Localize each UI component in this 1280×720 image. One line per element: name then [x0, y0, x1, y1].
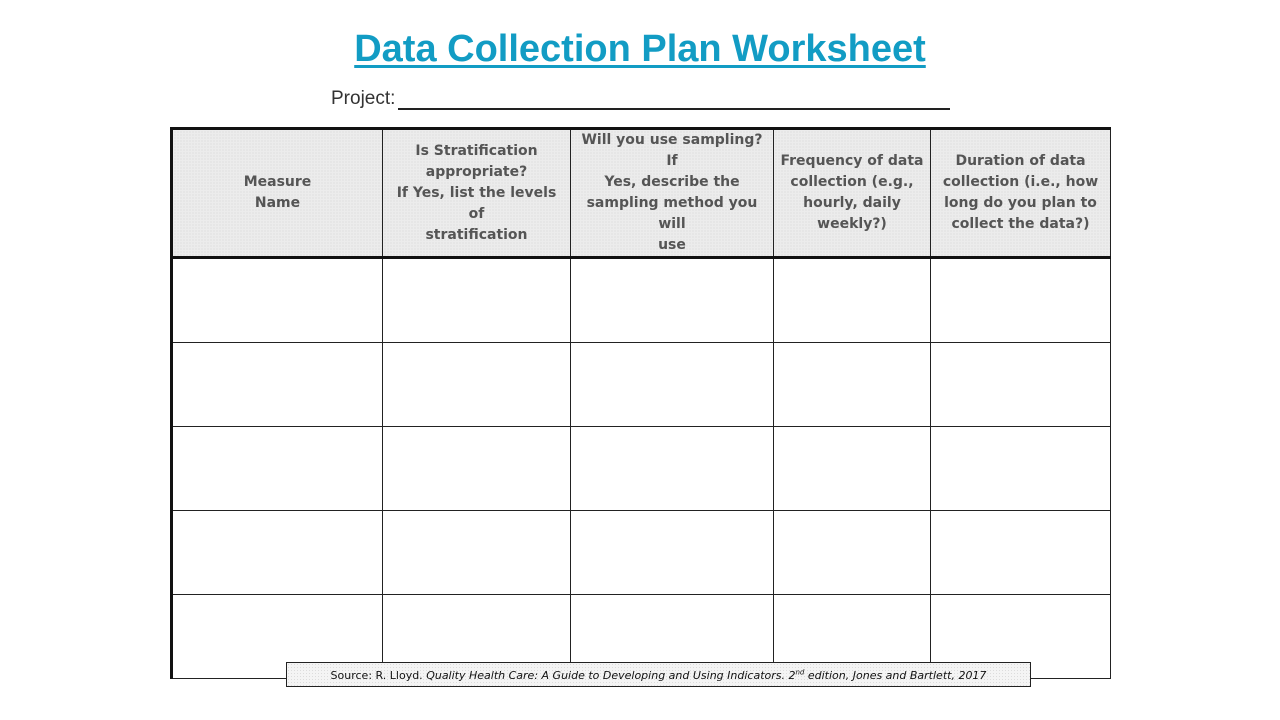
table-cell[interactable]: [774, 343, 931, 427]
project-blank-line[interactable]: [398, 90, 950, 110]
data-collection-table: [170, 127, 1111, 679]
table-cell[interactable]: [774, 427, 931, 511]
book-title: Quality Health Care: A Guide to Developing and Using Indicators. 2nd edition, Jones and Bartlett, 2017: [426, 668, 987, 682]
table-cell[interactable]: [172, 258, 383, 343]
table-row: [172, 511, 1111, 595]
table-cell[interactable]: [383, 343, 571, 427]
table-row: [172, 258, 1111, 343]
project-label: Project:: [331, 88, 396, 109]
table-cell[interactable]: [571, 258, 774, 343]
table-cell[interactable]: [571, 427, 774, 511]
table-cell[interactable]: [774, 258, 931, 343]
table-header-row: [172, 129, 1111, 258]
table-cell[interactable]: [931, 343, 1111, 427]
table-cell[interactable]: [774, 511, 931, 595]
table-cell[interactable]: [172, 343, 383, 427]
table-row: [172, 343, 1111, 427]
table-cell[interactable]: [571, 511, 774, 595]
table-row: [172, 427, 1111, 511]
table-cell[interactable]: [383, 511, 571, 595]
header-measure-name: Measure Name: [172, 129, 383, 258]
header-stratification: Is Stratification appropriate? If Yes, list the levels of stratification: [383, 129, 571, 258]
header-frequency: Frequency of data collection (e.g., hourly, daily weekly?): [774, 129, 931, 258]
table-cell[interactable]: [172, 511, 383, 595]
table-body: [172, 258, 1111, 679]
page-title: Data Collection Plan Worksheet: [354, 28, 926, 70]
header-sampling: Will you use sampling? If Yes, describe the sampling method you will use: [571, 129, 774, 258]
table-cell[interactable]: [383, 427, 571, 511]
table-cell[interactable]: [383, 258, 571, 343]
table-cell[interactable]: [172, 427, 383, 511]
table-cell[interactable]: [931, 258, 1111, 343]
source-citation: Source: R. Lloyd. Quality Health Care: A Guide to Developing and Using Indicators. 2nd edition, Jones and Bartlett, 2017: [286, 662, 1031, 687]
table-cell[interactable]: [931, 427, 1111, 511]
table-cell[interactable]: [571, 343, 774, 427]
table-cell[interactable]: [931, 511, 1111, 595]
project-field: [331, 88, 950, 110]
header-duration: Duration of data collection (i.e., how long do you plan to collect the data?): [931, 129, 1111, 258]
